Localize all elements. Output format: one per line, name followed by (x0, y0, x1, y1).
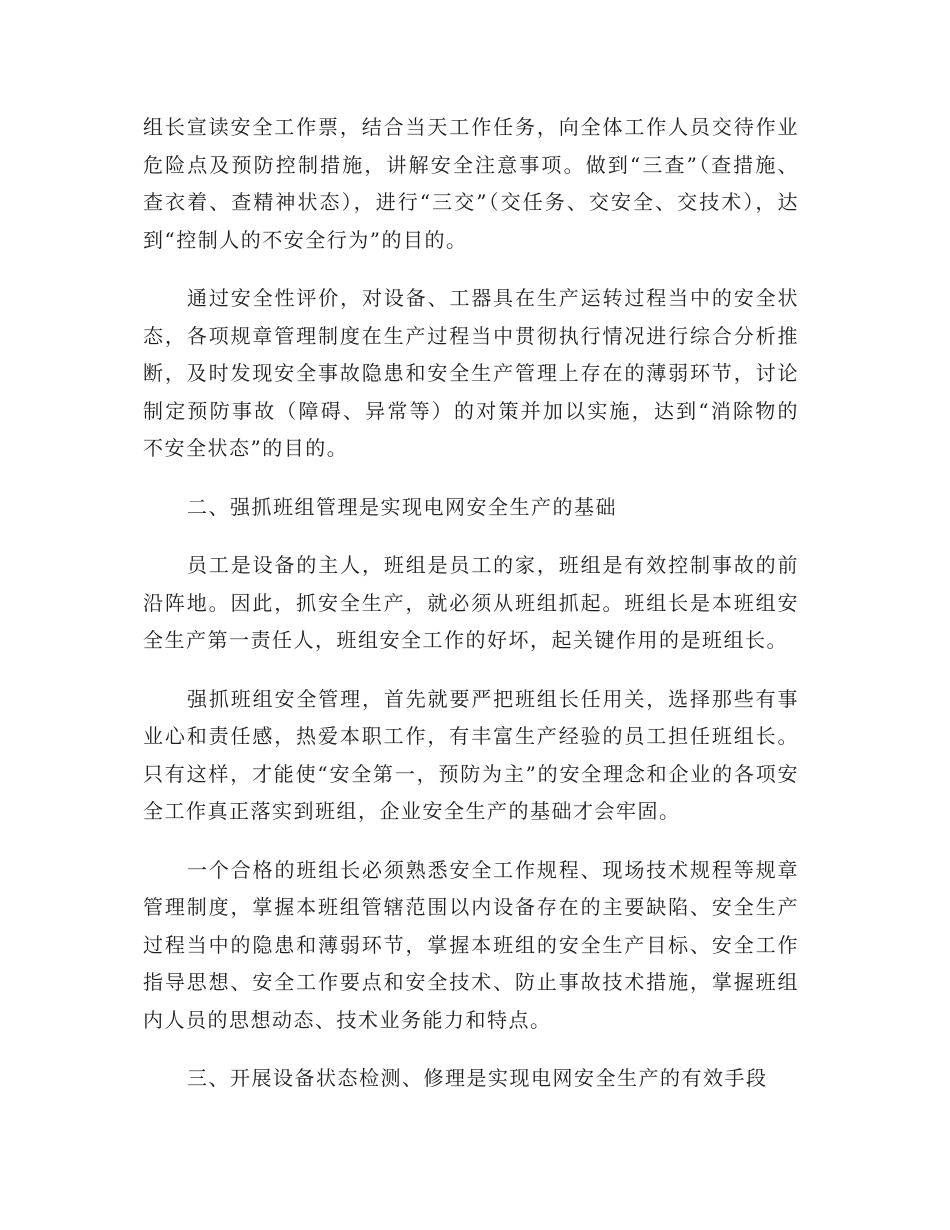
paragraph-team-leader-selection: 强抓班组安全管理，首先就要严把班组长任用关，选择那些有事业心和责任感，热爱本职工作，有丰富生产经验的员工担任班组长。只有这样，才能使“安全第一，预防为主”的安全理念和企业的各项安全工作真正落实到班组，企业安全生产的基础才会牢固。 (143, 686, 799, 823)
paragraph-work-ticket: 组长宣读安全工作票，结合当天工作任务，向全体工作人员交待作业危险点及预防控制措施，讲解安全注意事项。做到“三查”（查措施、查衣着、查精神状态），进行“三交”（交任务、交安全、交技术），达到“控制人的不安全行为”的目的。 (143, 115, 799, 252)
section-heading-team-management: 二、强抓班组管理是实现电网安全生产的基础 (187, 494, 617, 519)
paragraph-team-leader-qualification: 一个合格的班组长必须熟悉安全工作规程、现场技术规程等规章管理制度，掌握本班组管辖范围以内设备存在的主要缺陷、安全生产过程当中的隐患和薄弱环节，掌握本班组的安全生产目标、安全工作指导思想、安全工作要点和安全技术、防止事故技术措施，掌握班组内人员的思想动态、技术业务能力和特点。 (143, 857, 799, 1032)
document-body (143, 109, 799, 1119)
paragraph-team-frontline: 员工是设备的主人，班组是员工的家，班组是有效控制事故的前沿阵地。因此，抓安全生产，就必须从班组抓起。班组长是本班组安全生产第一责任人，班组安全工作的好坏，起关键作用的是班组长。 (143, 553, 799, 652)
paragraph-safety-evaluation: 通过安全性评价，对设备、工器具在生产运转过程当中的安全状态，各项规章管理制度在生产过程当中贯彻执行情况进行综合分析推断，及时发现安全事故隐患和安全生产管理上存在的薄弱环节，讨论制定预防事故（障碍、异常等）的对策并加以实施，达到“消除物的不安全状态”的目的。 (143, 286, 799, 460)
section-heading-equipment-detection: 三、开展设备状态检测、修理是实现电网安全生产的有效手段 (187, 1066, 768, 1090)
